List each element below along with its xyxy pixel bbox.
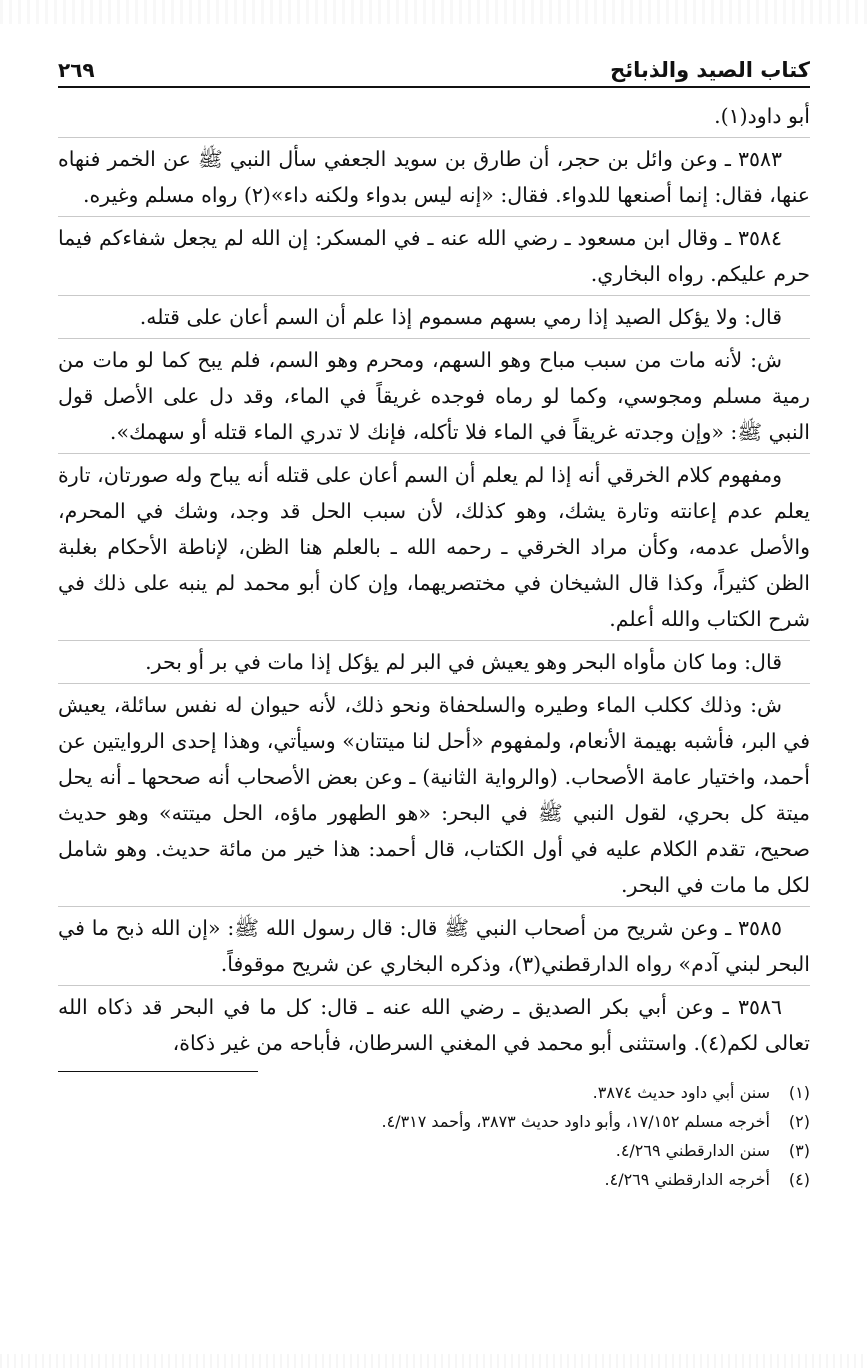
footnote <box>58 1136 810 1165</box>
footnote-text: سنن أبي داود حديث ٣٨٧٤. <box>592 1083 770 1102</box>
book-title: كتاب الصيد والذبائح <box>610 58 810 82</box>
footnote-number: (١) <box>788 1083 810 1102</box>
scan-noise-bottom <box>0 1354 868 1368</box>
paragraph: ٣٥٨٦ ـ وعن أبي بكر الصديق ـ رضي الله عنه ـ قال: كل ما في البحر قد ذكاه الله تعالى لكم(٤). واستثنى أبو محمد في المغني السرطان، فأباحه من غير ذكاة، <box>58 985 810 1061</box>
footnote <box>58 1078 810 1107</box>
document-page <box>58 40 810 1350</box>
paragraph: ٣٥٨٣ ـ وعن وائل بن حجر، أن طارق بن سويد الجعفي سأل النبي ﷺ عن الخمر فنهاه عنها، فقال: إنما أصنعها للدواء. فقال: «إنه ليس بدواء ولكنه داء»(٢) رواه مسلم وغيره. <box>58 137 810 213</box>
scan-noise-top <box>0 0 868 24</box>
paragraph: ٣٥٨٥ ـ وعن شريح من أصحاب النبي ﷺ قال: قال رسول الله ﷺ: «إن الله ذبح ما في البحر لبني آدم» رواه الدارقطني(٣)، وذكره البخاري عن شريح موقوفاً. <box>58 906 810 982</box>
paragraph: ٣٥٨٤ ـ وقال ابن مسعود ـ رضي الله عنه ـ في المسكر: إن الله لم يجعل شفاءكم فيما حرم عليكم. رواه البخاري. <box>58 216 810 292</box>
footnote-number: (٢) <box>788 1112 810 1131</box>
paragraph: ش: لأنه مات من سبب مباح وهو السهم، ومحرم وهو السم، فلم يبح كما لو مات من رمية مسلم ومجوسي، وكما لو رماه فوجده غريقاً في الماء، وقد دل على الأصل قول النبي ﷺ: «وإن وجدته غريقاً في الماء فلا تأكله، فإنك لا تدري الماء قتله أو سهمك». <box>58 338 810 450</box>
footnote-separator <box>58 1071 258 1072</box>
footnote-text: أخرجه مسلم ١٧/١٥٢، وأبو داود حديث ٣٨٧٣، وأحمد ٤/٣١٧. <box>381 1112 770 1131</box>
paragraph: ومفهوم كلام الخرقي أنه إذا لم يعلم أن السم أعان على قتله أنه يباح وله صورتان، تارة يعلم عدم إعانته وتارة يشك، وهو كذلك، لأن سبب الحل قد وجد، وشك في المحرم، والأصل عدمه، وكأن مراد الخرقي ـ رحمه الله ـ بالعلم هنا الظن، لإناطة الأحكام بغلبة الظن كثيراً، وكذا قال الشيخان في مختصريهما، وإن كان أبو محمد لم ينبه على ذلك في شرح الكتاب والله أعلم. <box>58 453 810 637</box>
footnote <box>58 1107 810 1136</box>
paragraph: قال: وما كان مأواه البحر وهو يعيش في البر لم يؤكل إذا مات في بر أو بحر. <box>58 640 810 680</box>
footnote-text: سنن الدارقطني ٤/٢٦٩. <box>615 1141 770 1160</box>
footnotes <box>58 1078 810 1194</box>
footnote-number: (٣) <box>788 1141 810 1160</box>
page-number: ٢٦٩ <box>58 58 95 82</box>
footnote-number: (٤) <box>788 1170 810 1189</box>
paragraph: قال: ولا يؤكل الصيد إذا رمي بسهم مسموم إذا علم أن السم أعان على قتله. <box>58 295 810 335</box>
page-header <box>58 40 810 88</box>
paragraph: ش: وذلك ككلب الماء وطيره والسلحفاة ونحو ذلك، لأنه حيوان له نفس سائلة، يعيش في البر، فأشبه بهيمة الأنعام، ولمفهوم «أحل لنا ميتتان» وسيأتي، وهذا إحدى الروايتين عن أحمد، واختيار عامة الأصحاب. (والرواية الثانية) ـ وعن بعض الأصحاب أنه صححها ـ أنه يحل ميتة كل بحري، لقول النبي ﷺ في البحر: «هو الطهور ماؤه، الحل ميتته» وهو حديث صحيح، تقدم الكلام عليه في أول الكتاب، قال أحمد: هذا خير من مائة حديث. وهو شامل لكل ما مات في البحر. <box>58 683 810 903</box>
body-text <box>58 98 810 1061</box>
footnote-text: أخرجه الدارقطني ٤/٢٦٩. <box>604 1170 770 1189</box>
paragraph: أبو داود(١). <box>714 104 810 128</box>
footnote <box>58 1165 810 1194</box>
